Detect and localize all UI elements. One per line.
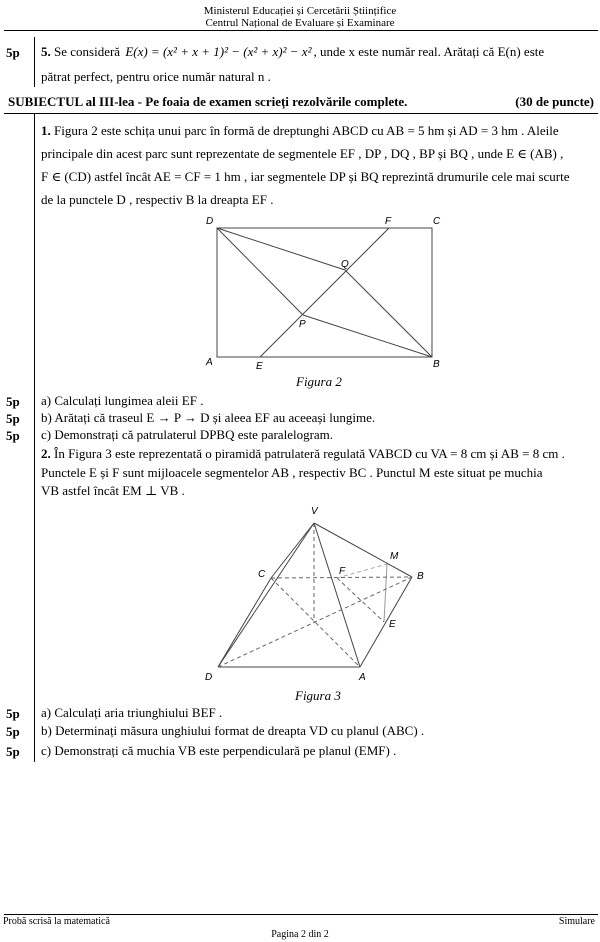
segment-fe-hidden — [337, 578, 384, 622]
label-f3: F — [339, 566, 346, 577]
center-name: Centrul Național de Evaluare și Examinare — [205, 17, 395, 29]
segment-me — [384, 564, 387, 622]
footer-rule — [4, 914, 598, 915]
label-c3: C — [258, 569, 266, 580]
p2c-text: c) Demonstrați că muchia VB este perpendiculară pe planul (EMF) . — [41, 743, 397, 758]
edge-cb-hidden — [271, 577, 412, 578]
label-f: F — [385, 216, 392, 227]
problem1-text-1: Figura 2 este schița unui parc în formă de dreptunghi ABCD cu AB = 5 hm și AD = 3 hm . Aleile — [54, 123, 559, 138]
p2c-points: 5p — [6, 744, 20, 759]
item5-expression: E(x) = (x² + x + 1)² − (x² + x)² − x² — [125, 44, 312, 59]
p1c-text: c) Demonstrați că patrulaterul DPBQ este paralelogram. — [41, 427, 334, 442]
problem1-line4: de la punctele D , respectiv B la dreapta EF . — [41, 192, 274, 207]
label-v: V — [311, 506, 318, 517]
problem1-number: 1. — [41, 123, 51, 138]
p1b-points: 5p — [6, 411, 20, 426]
edge-vd — [218, 523, 314, 667]
edge-vc — [271, 523, 314, 578]
footer-left: Probă scrisă la matematică — [3, 916, 110, 927]
p1a-text: a) Calculați lungimea aleii EF . — [41, 393, 204, 408]
ministry-name: Ministerul Educației și Cercetării Științifice — [203, 5, 397, 17]
edge-cd — [218, 578, 271, 667]
problem2-text-1: În Figura 3 este reprezentată o piramidă patrulateră regulată VABCD cu VA = 8 cm și AB = 8 cm . — [54, 446, 565, 461]
label-d: D — [206, 216, 214, 227]
label-d3: D — [205, 672, 213, 683]
problem1-line3: F ∈ (CD) astfel încât AE = CF = 1 hm , iar segmentele DP și BQ reprezintă drumurile cele mai scurte — [41, 169, 570, 184]
label-q: Q — [341, 259, 349, 270]
label-p: P — [299, 319, 306, 330]
item5-line2: pătrat perfect, pentru orice număr natural n . — [41, 69, 271, 84]
item5-text: , unde x este număr real. Arătați că E(n) este — [313, 44, 545, 59]
problem1-line2: principale din acest parc sunt reprezentate de segmentele EF , DP , DQ , BP și BQ , unde E ∈ (AB) , — [41, 146, 564, 161]
p1b-text: b) Arătați că traseul E → P → D și aleea EF au aceeași lungime. — [41, 410, 376, 425]
problem2-line2: Punctele E și F sunt mijloacele segmentelor AB , respectiv BC . Punctul M este situat pe muchia — [41, 465, 543, 480]
diagonal-db-hidden — [218, 577, 412, 667]
p2a-points: 5p — [6, 706, 20, 721]
label-c: C — [433, 216, 441, 227]
item5-points: 5p — [6, 45, 20, 60]
page-number: Pagina 2 din 2 — [271, 929, 329, 940]
figure-2-caption: Figura 2 — [296, 374, 342, 389]
section-title: SUBIECTUL al III-lea - Pe foaia de examen scrieți rezolvările complete. — [8, 94, 408, 109]
p1c-points: 5p — [6, 428, 20, 443]
footer-right: Simulare — [558, 916, 595, 927]
label-a: A — [206, 357, 213, 368]
p2a-text: a) Calculați aria triunghiului BEF . — [41, 705, 223, 720]
label-e3: E — [389, 619, 396, 630]
item5-intro: Se consideră — [54, 44, 121, 59]
p2b-text: b) Determinați măsura unghiului format de dreapta VD cu planul (ABC) . — [41, 723, 425, 738]
section-score: (30 de puncte) — [515, 94, 594, 109]
label-m: M — [390, 551, 399, 562]
label-a3: A — [359, 672, 366, 683]
problem2-number: 2. — [41, 446, 51, 461]
problem2-line3: VB astfel încât EM ⊥ VB . — [41, 483, 185, 498]
label-e: E — [256, 361, 263, 372]
p1a-points: 5p — [6, 394, 20, 409]
item5-number: 5. — [41, 44, 51, 59]
label-b3: B — [417, 571, 424, 582]
diagonal-ca-hidden — [271, 578, 360, 667]
label-b: B — [433, 359, 440, 370]
figure-3-caption: Figura 3 — [295, 688, 341, 703]
p2b-points: 5p — [6, 724, 20, 739]
